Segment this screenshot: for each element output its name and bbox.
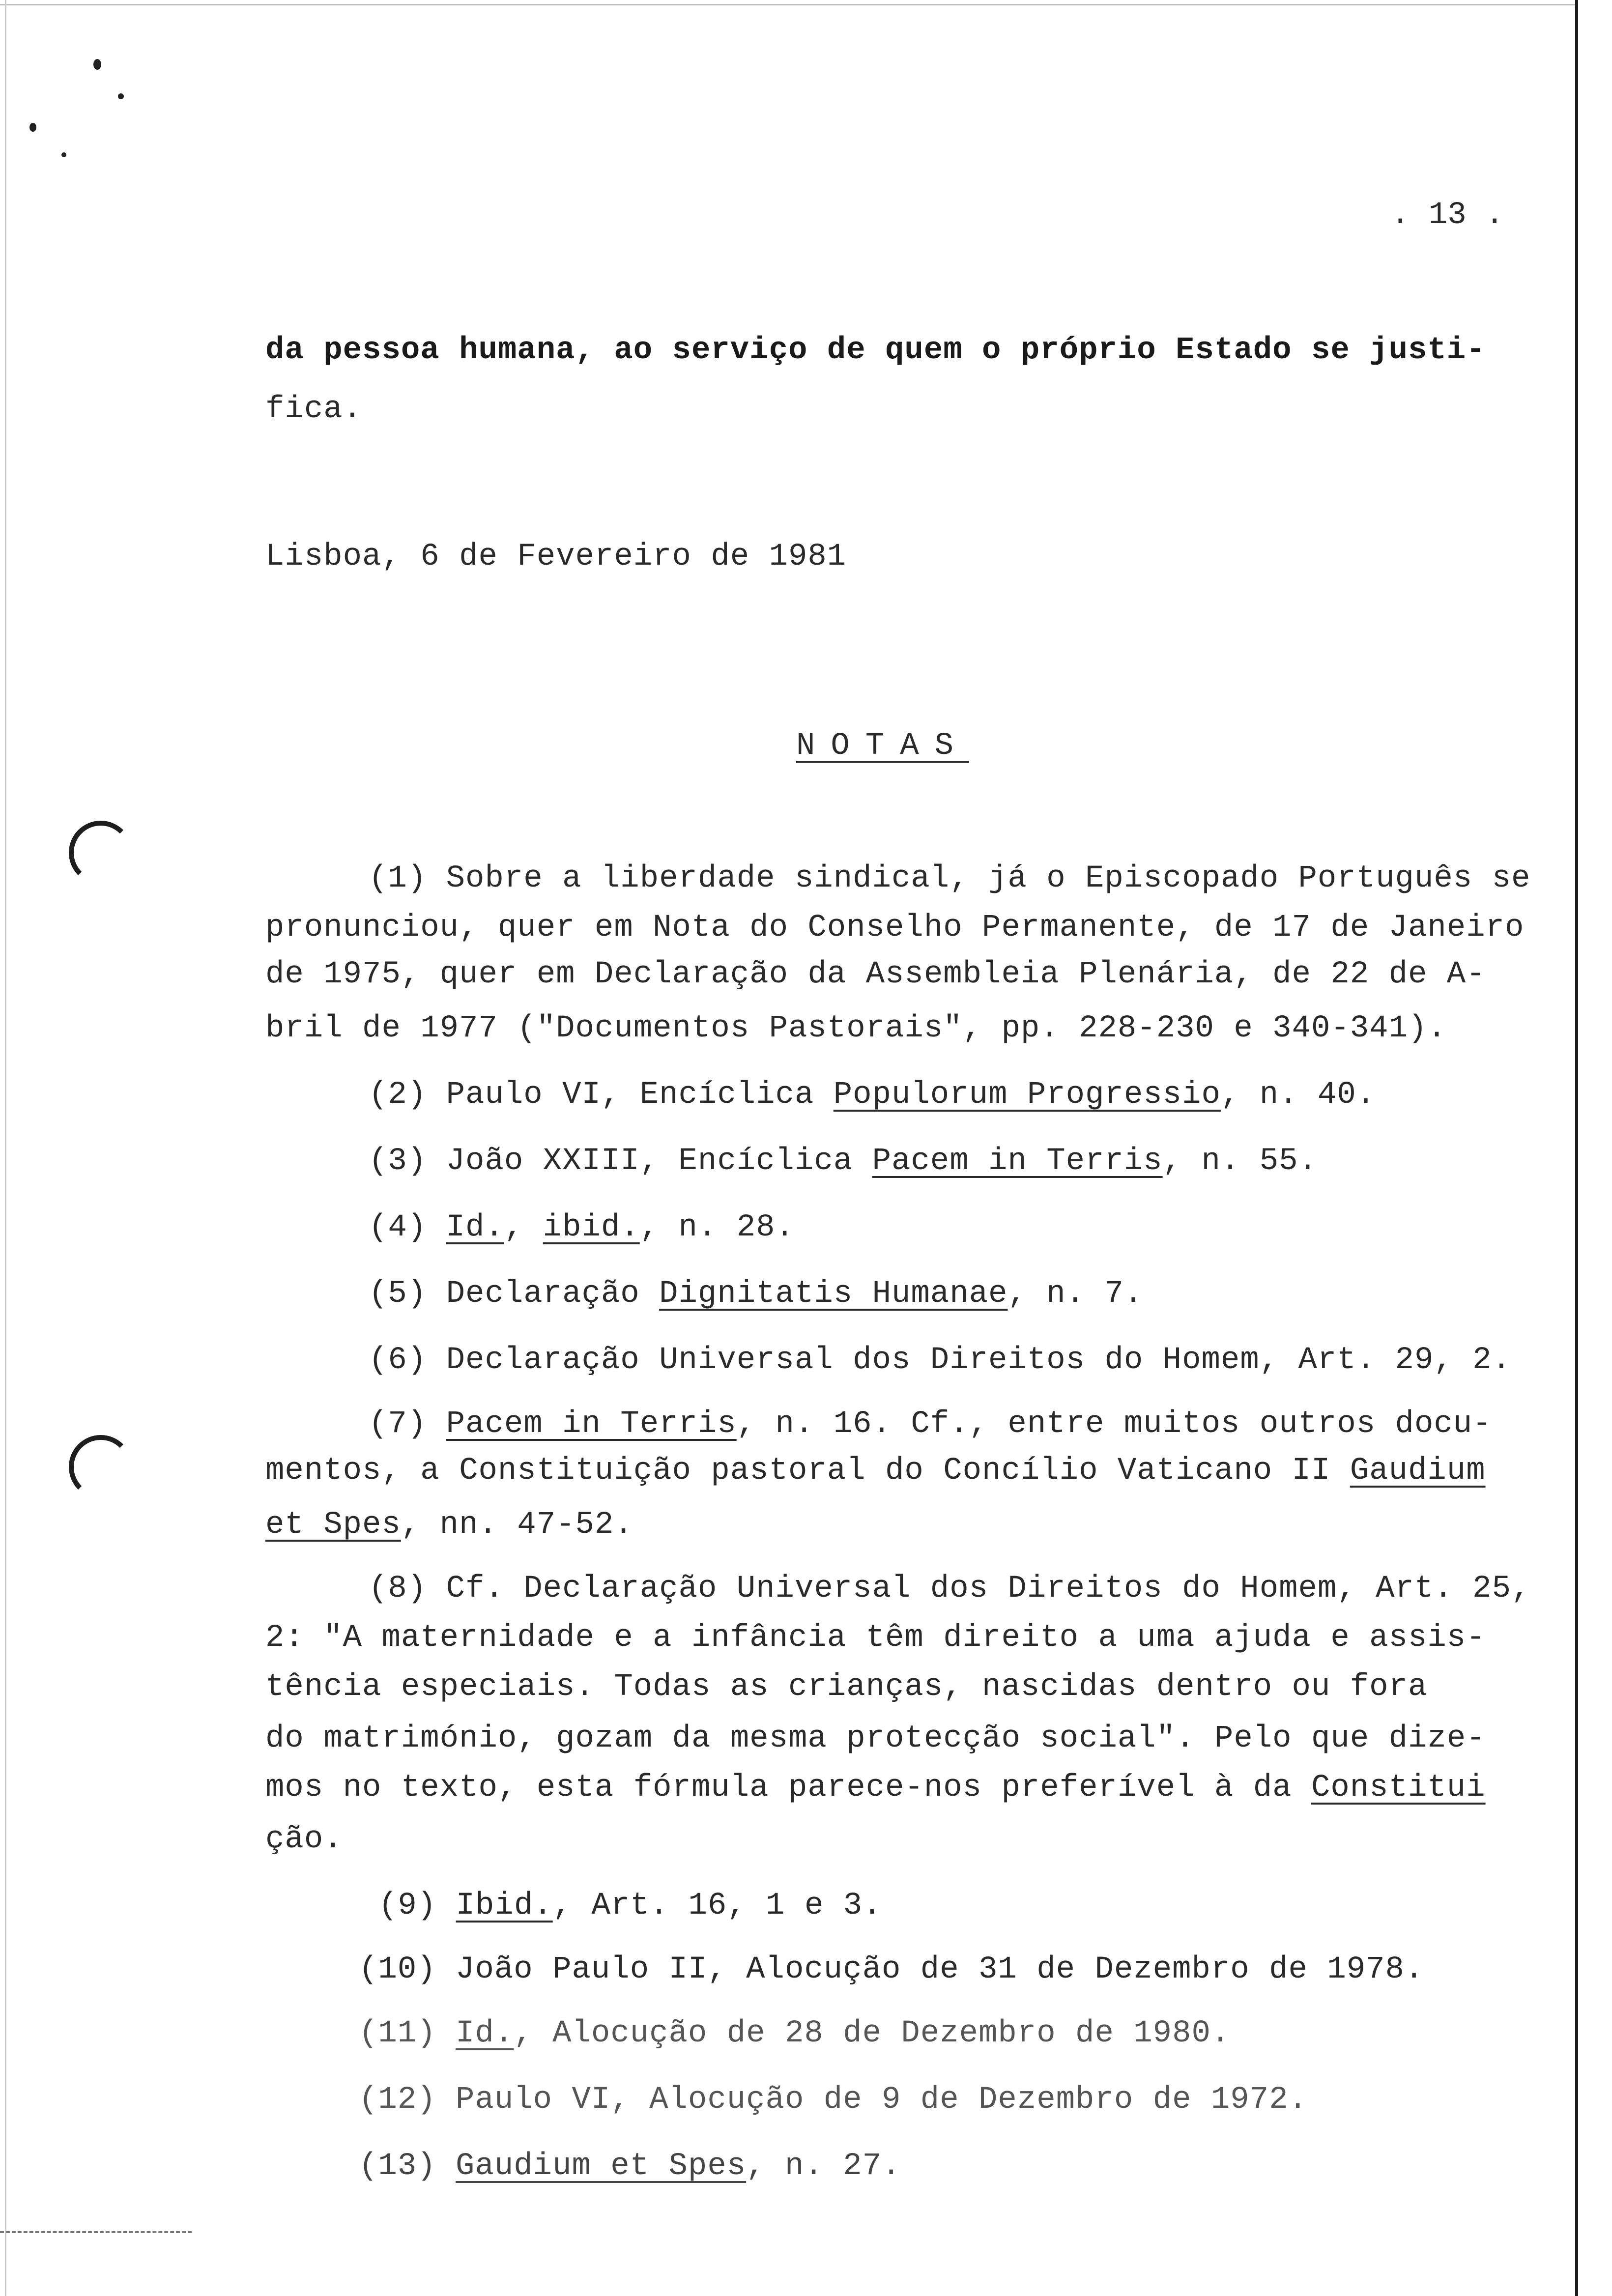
note-2 — [369, 1071, 1376, 1119]
scan-speck — [93, 59, 101, 70]
note-text: (11) — [359, 2016, 456, 2051]
note-text: , n. 28. — [639, 1210, 795, 1245]
scan-left-edge — [5, 0, 6, 2296]
body-line: fica. — [265, 392, 363, 427]
note-title: et Spes — [265, 1507, 401, 1543]
scan-speck — [29, 123, 36, 132]
note-text: , n. 16. Cf., entre muitos outros docu- — [736, 1406, 1492, 1442]
note-title: Populorum Progressio — [833, 1077, 1221, 1113]
note-text: (4) — [369, 1210, 446, 1245]
note-7-cont — [265, 1447, 1486, 1494]
note-title: Id. — [446, 1210, 504, 1245]
note-title: Ibid. — [456, 1888, 553, 1923]
note-text: (3) João XXIII, Encíclica — [369, 1144, 872, 1179]
note-text: , Art. 16, 1 e 3. — [552, 1888, 882, 1923]
note-6: (6) Declaração Universal dos Direitos do Homem, Art. 29, 2. — [369, 1343, 1511, 1378]
note-title: ibid. — [543, 1210, 640, 1245]
note-5 — [369, 1270, 1143, 1318]
note-title: Gaudium et Spes — [456, 2149, 747, 2184]
note-text: , n. 40. — [1220, 1077, 1376, 1113]
note-text: , Alocução de 28 de Dezembro de 1980. — [514, 2016, 1231, 2051]
note-8-cont: ção. — [265, 1822, 343, 1857]
note-1-cont: pronunciou, quer em Nota do Conselho Permanente, de 17 de Janeiro — [265, 910, 1525, 946]
scan-right-edge — [1575, 0, 1578, 2296]
note-title: Pacem in Terris — [872, 1144, 1163, 1179]
note-13 — [359, 2143, 901, 2190]
note-text: , n. 55. — [1162, 1144, 1318, 1179]
note-4 — [369, 1204, 795, 1251]
note-1-cont: bril de 1977 ("Documentos Pastorais", pp. 228-230 e 340-341). — [265, 1011, 1447, 1046]
note-9 — [378, 1882, 882, 1929]
scan-speck — [61, 152, 66, 157]
note-8-cont: do matrimónio, gozam da mesma protecção social". Pelo que dize- — [265, 1721, 1486, 1756]
note-8-cont: tência especiais. Todas as crianças, nascidas dentro ou fora — [265, 1669, 1428, 1705]
note-title: Constitui — [1311, 1770, 1486, 1806]
note-text: mentos, a Constituição pastoral do Concílio Vaticano II — [265, 1453, 1350, 1489]
scan-bottom-mark — [0, 2231, 192, 2235]
scan-speck — [118, 93, 124, 99]
note-1: (1) Sobre a liberdade sindical, já o Episcopado Português se — [369, 861, 1531, 896]
note-text: mos no texto, esta fórmula parece-nos preferível à da — [265, 1770, 1311, 1806]
note-text: , n. 7. — [1008, 1276, 1144, 1312]
note-12: (12) Paulo VI, Alocução de 9 de Dezembro de 1972. — [359, 2082, 1308, 2118]
note-7 — [369, 1401, 1492, 1448]
note-title: Gaudium — [1350, 1453, 1486, 1489]
note-title: Id. — [456, 2016, 514, 2051]
note-8: (8) Cf. Declaração Universal dos Direitos do Homem, Art. 25, — [369, 1571, 1531, 1607]
notes-heading: NOTAS — [796, 728, 970, 764]
note-10: (10) João Paulo II, Alocução de 31 de Dezembro de 1978. — [359, 1952, 1424, 1987]
scan-top-edge — [0, 4, 1578, 5]
punch-hole-icon — [69, 1435, 133, 1499]
body-line: da pessoa humana, ao serviço de quem o próprio Estado se justi- — [265, 333, 1486, 368]
note-text: (13) — [359, 2149, 456, 2184]
note-8-cont — [265, 1764, 1486, 1811]
note-text: (9) — [378, 1888, 456, 1923]
note-text: (5) Declaração — [369, 1276, 660, 1312]
note-text: , n. 27. — [746, 2149, 901, 2184]
place-date: Lisboa, 6 de Fevereiro de 1981 — [265, 539, 847, 574]
note-3 — [369, 1138, 1318, 1185]
note-text: (2) Paulo VI, Encíclica — [369, 1077, 834, 1113]
note-title: Dignitatis Humanae — [659, 1276, 1008, 1312]
note-text: , nn. 47-52. — [401, 1507, 633, 1543]
note-text: (7) — [369, 1406, 446, 1442]
note-11 — [359, 2010, 1230, 2057]
note-title: Pacem in Terris — [446, 1406, 737, 1442]
punch-hole-icon — [69, 821, 133, 885]
note-8-cont: 2: "A maternidade e a infância têm direito a uma ajuda e assis- — [265, 1620, 1486, 1656]
page-number: . 13 . — [1391, 198, 1504, 233]
note-text: , — [504, 1210, 543, 1245]
note-7-cont — [265, 1501, 633, 1549]
note-1-cont: de 1975, quer em Declaração da Assembleia Plenária, de 22 de A- — [265, 957, 1486, 992]
